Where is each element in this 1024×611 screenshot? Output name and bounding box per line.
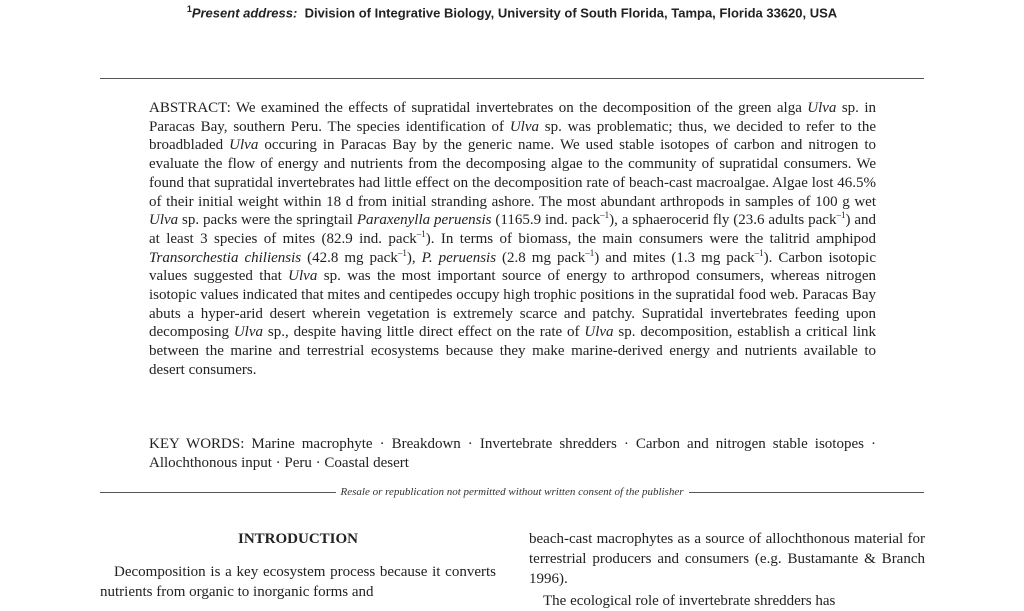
left-column (100, 529, 496, 602)
unit-exponent: –1 (585, 247, 595, 258)
publisher-notice (100, 484, 924, 500)
top-divider (100, 78, 924, 79)
section-heading-introduction: INTRODUCTION (237, 531, 358, 547)
present-address (0, 4, 1024, 20)
abstract-text: (2.8 mg pack (496, 249, 586, 266)
unit-exponent: –1 (397, 247, 407, 258)
address-superscript: 1 (186, 4, 192, 14)
unit-exponent: –1 (600, 210, 610, 221)
taxon-name: Ulva (509, 118, 539, 135)
abstract-text: sp. packs were the springtail (178, 212, 357, 229)
right-column (529, 529, 925, 611)
abstract-text: ) and at least 3 species of mites (82.9 ind. pack (149, 212, 877, 247)
address-text: Division of Integrative Biology, University of South Florida, Tampa, Florida 33620, USA (304, 5, 838, 21)
abstract-text: ), a sphaerocerid fly (23.6 adults pack (609, 212, 837, 229)
unit-exponent: –1 (836, 210, 846, 221)
abstract-text: ). In terms of biomass, the main consumers were the talitrid amphipod (425, 230, 876, 247)
taxon-name: Ulva (584, 324, 614, 341)
abstract-text: (42.8 mg pack (301, 249, 398, 266)
intro-paragraph: Decomposition is a key ecosystem process because it converts nutrients from organic to inorganic forms and (100, 564, 496, 600)
abstract (149, 99, 876, 380)
abstract-text: sp. was problematic; thus, we decided to refer to the broadbladed (149, 118, 876, 154)
taxon-name: P. peruensis (421, 249, 497, 266)
unit-exponent: –1 (416, 228, 426, 239)
abstract-text: ) and mites (1.3 mg pack (594, 249, 755, 266)
notice-text: Resale or republication not permitted without written consent of the publisher (340, 486, 684, 498)
taxon-name: Transorchestia chiliensis (149, 249, 302, 266)
unit-exponent: –1 (754, 247, 764, 258)
taxon-name: Ulva (149, 212, 179, 229)
abstract-text: ABSTRACT: We examined the effects of supratidal invertebrates on the decomposition of the green alga (149, 100, 808, 116)
taxon-name: Ulva (233, 324, 264, 341)
abstract-text: occuring in Paracas Bay by the generic name. We used stable isotopes of carbon and nitrogen to evaluate the flow of energy and nutrients from the decomposing algae to the community of supratidal consumers. We found that supratidal invertebrates had little effect on the decomposition rate of beach-cast macroalgae. Algae lost 46.5% of their initial weight within 18 d from initial stranding ashore. The most abundant arthropods in samples of 100 g wet (149, 137, 876, 210)
abstract-text: ). Carbon isotopic values suggested that (149, 249, 877, 285)
abstract-text: (1165.9 ind. pack (491, 212, 601, 229)
abstract-text: sp. in Paracas Bay, southern Peru. The species identification of (149, 100, 876, 135)
notice-rule-right (689, 492, 925, 493)
body-paragraph: beach-cast macrophytes as a source of allochthonous material for terrestrial producers and consumers (e.g. Bustamante & Branch 1996). (529, 531, 925, 587)
notice-rule-left (100, 492, 336, 493)
keywords: KEY WORDS: Marine macrophyte · Breakdown · Invertebrate shredders · Carbon and nitrogen stable isotopes · Allochthonous input · Peru · Coastal desert (149, 436, 876, 471)
body-paragraph: The ecological role of invertebrate shredders has (543, 593, 836, 609)
abstract-text: sp. decomposition, establish a critical link between the marine and terrestrial ecosystems because they make marine-derived energy and nutrients available to desert consumers. (149, 324, 876, 378)
taxon-name: Ulva (807, 100, 837, 116)
abstract-text: ), (406, 249, 422, 266)
address-label: Present address: (191, 5, 298, 21)
taxon-name: Ulva (288, 268, 318, 285)
abstract-paragraph (149, 99, 876, 380)
taxon-name: Ulva (229, 137, 259, 154)
abstract-text: sp., despite having little direct effect on the rate of (263, 324, 585, 341)
abstract-text: sp. was the most important source of energy to arthropod consumers, whereas nitrogen isotopic values indicated that mites and centipedes occupy high trophic positions in the supratidal food web. Paracas Bay abuts a hyper-arid desert wherein vegetation is extremely scarce and patchy. Supratidal invertebrates feeding upon decomposing (149, 268, 876, 341)
taxon-name: Paraxenylla peruensis (356, 212, 492, 229)
